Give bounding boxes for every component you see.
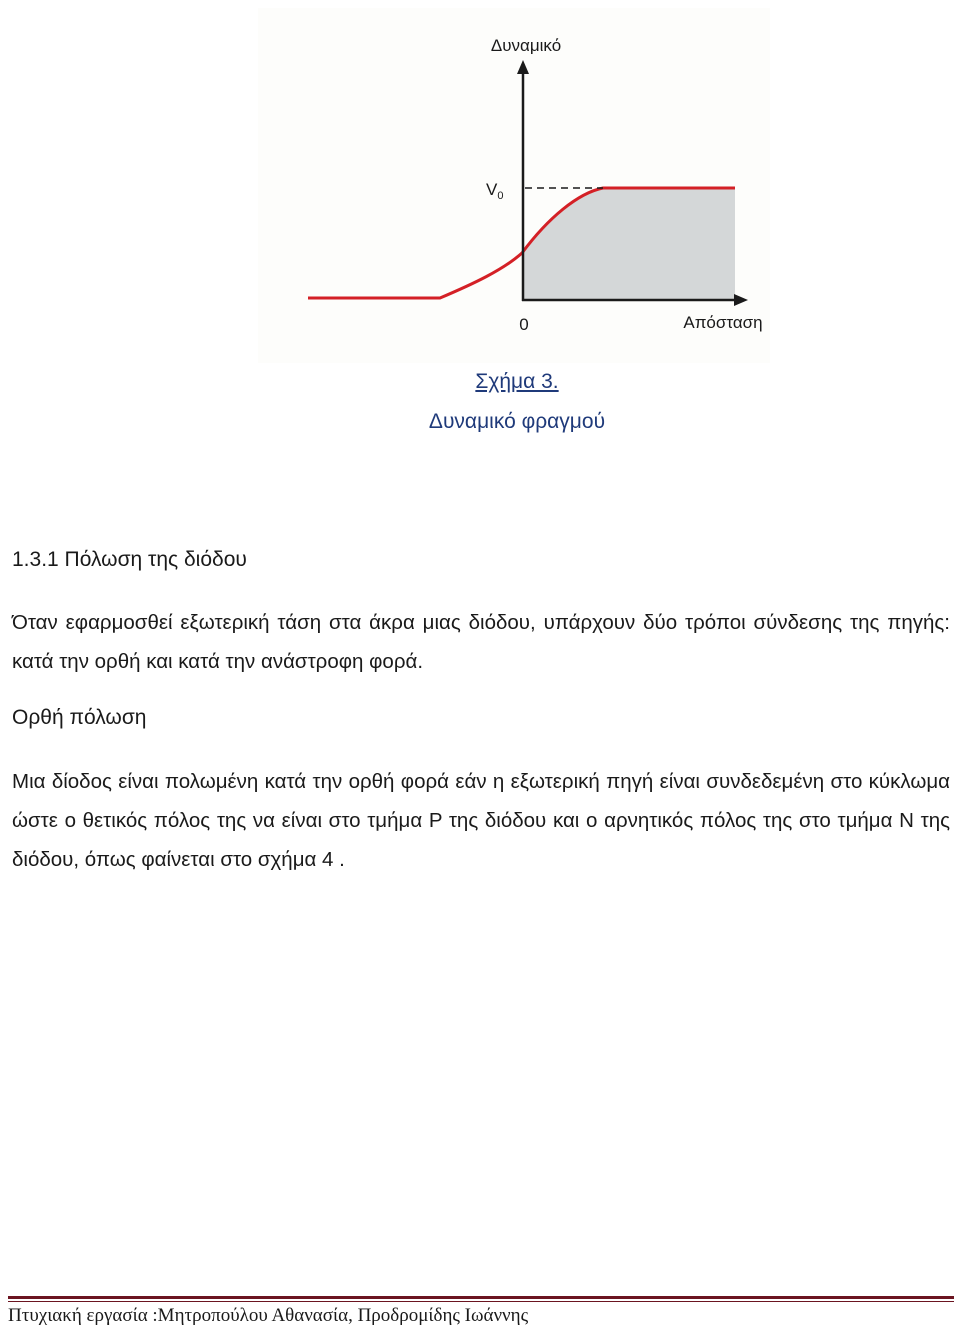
page-footer: Πτυχιακή εργασία :Μητροπούλου Αθανασία, Προδρομίδης Ιωάννης: [8, 1305, 529, 1326]
x-axis-label: Απόσταση: [683, 313, 763, 332]
v0-label-subscript: 0: [497, 190, 504, 202]
v0-label-main: V: [486, 180, 498, 199]
y-axis-label: Δυναμικό: [490, 36, 562, 55]
figure-caption-text: Δυναμικό φραγμού: [428, 410, 606, 433]
footer-rule-thick: [8, 1296, 954, 1299]
section-heading: 1.3.1 Πόλωση της διόδου: [12, 548, 247, 571]
forward-bias-heading: Ορθή πόλωση: [12, 706, 147, 729]
footer-rule-thin: [8, 1301, 954, 1302]
origin-label: 0: [519, 315, 529, 334]
shaded-region: [522, 188, 735, 301]
forward-bias-paragraph: Μια δίοδος είναι πολωμένη κατά την ορθή φορά εάν η εξωτερική πηγή είναι συνδεδεμένη στο κύκλωμα ώστε ο θετικός πόλος της να είναι στο τμήμα P της διόδου και ο αρνητικός πόλος της στο τμήμα N της διόδου, όπως φαίνεται στο σχήμα 4 .: [12, 770, 950, 871]
y-axis-arrow: [517, 60, 529, 74]
x-axis-arrow: [734, 294, 748, 306]
barrier-potential-figure: [258, 8, 770, 363]
figure-caption-number: Σχήμα 3.: [475, 370, 559, 393]
potential-diagram: [258, 8, 770, 363]
intro-paragraph: Όταν εφαρμοσθεί εξωτερική τάση στα άκρα μιας διόδου, υπάρχουν δύο τρόποι σύνδεσης της πηγής: κατά την ορθή και κατά την ανάστροφη φορά.: [12, 611, 950, 673]
v0-label: [486, 180, 503, 202]
